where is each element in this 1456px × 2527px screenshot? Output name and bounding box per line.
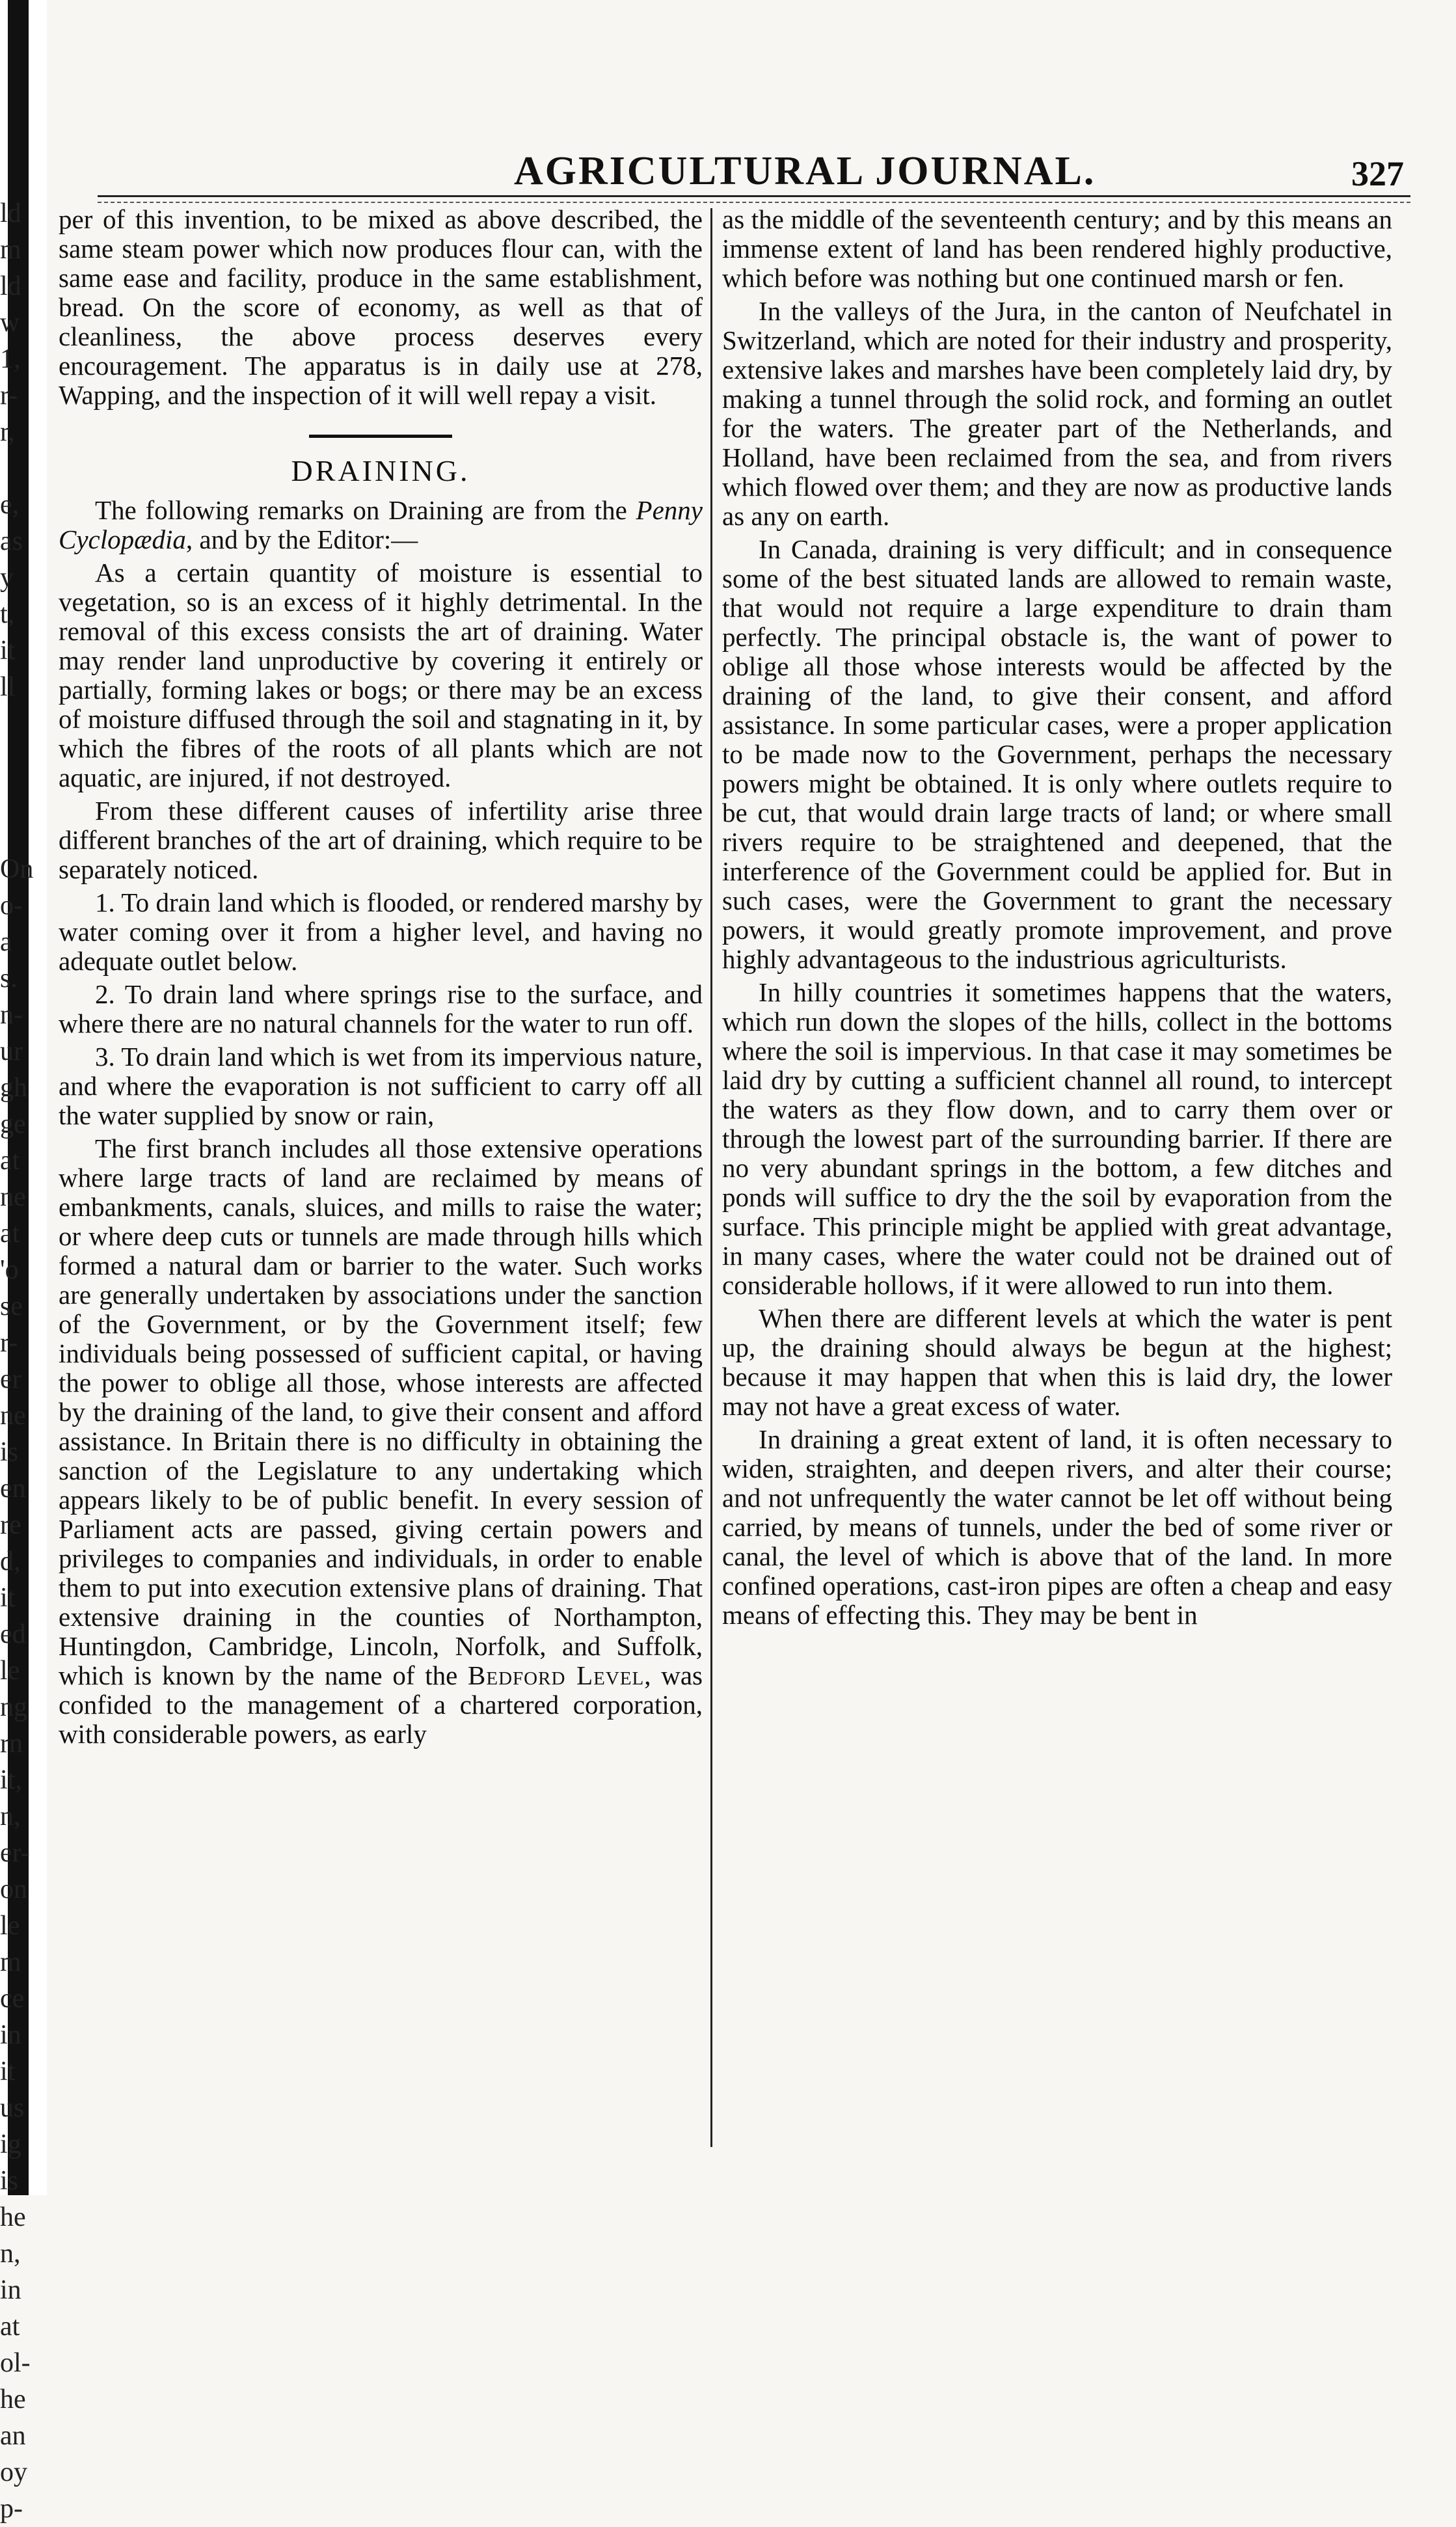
gutter-fragment: ig — [0, 2129, 21, 2159]
section-title: DRAINING. — [291, 454, 470, 487]
gutter-fragment: r- — [0, 1328, 18, 1358]
gutter-fragment: n, — [0, 2239, 21, 2269]
section-rule — [309, 435, 452, 438]
gutter-fragment: ge — [0, 1109, 26, 1139]
header-rule — [98, 195, 1410, 197]
header-rule-dashed — [98, 202, 1410, 203]
gutter-fragment: as — [0, 526, 23, 556]
gutter-fragment: er- — [0, 1838, 30, 1868]
gutter-fragment: ce — [0, 1984, 25, 2014]
gutter-fragment: ne — [0, 1182, 26, 1212]
gutter-fragment: t, — [0, 599, 15, 629]
gutter-fragment: w — [0, 308, 20, 338]
gutter-fragment: 'o — [0, 1255, 19, 1285]
gutter-fragment: is — [0, 2166, 19, 2196]
gutter-fragment: r- — [0, 381, 18, 411]
gutter-fragment: rn — [0, 1729, 23, 1759]
gutter-fragment: ol- — [0, 2348, 31, 2378]
running-title: AGRICULTURAL JOURNAL. — [514, 149, 1096, 193]
gutter-fragment: m — [0, 235, 21, 265]
gutter-fragment: y — [0, 563, 14, 593]
gutter-fragment: le — [0, 1656, 20, 1686]
list-item: 3. To drain land which is wet from its impervious nature, and where the evaporation is not sufficient to carry off all the water supplied by snow or rain, — [59, 1042, 703, 1130]
adjacent-page-fragments — [0, 195, 34, 2527]
source-note-suffix: , and by the Editor:— — [185, 524, 418, 554]
page-header — [98, 137, 1410, 195]
gutter-fragment: se — [0, 1291, 23, 1321]
gutter-fragment: us — [0, 2093, 25, 2123]
gutter-fragment: ur — [0, 1036, 23, 1066]
gutter-fragment: s. — [0, 964, 18, 993]
page-number: 327 — [1351, 154, 1404, 193]
gutter-fragment: 1, — [0, 344, 21, 374]
gutter-fragment: re — [0, 1510, 21, 1540]
gutter-fragment: at — [0, 1219, 20, 1249]
gutter-fragment: an — [0, 2421, 26, 2451]
gutter-fragment: On — [0, 854, 34, 884]
paragraph-text: The first branch includes all those extensive operations where large tracts of land are reclaimed by means of embankments, canals, sluices, and mills to raise the water; or where deep cuts or tunnels are made through hills which formed a natural dam or barrier to the water. Such works are generally undertaken by associations under the sanction of the Government, or by the Government itself; few individuals being possessed of sufficient capital, or having the power to oblige all those, whose interests are affected by the draining of the land, to give their consent and afford assistance. In Britain there is no difficulty in obtaining the sanction of the Legislature to any undertaking which appears likely to be of public benefit. In every session of Parliament acts are passed, giving certain powers and privileges to companies and individuals, in order to enable them to put into execution extensive plans of draining. That extensive draining in the counties of Northampton, Huntingdon, Cambridge, Lincoln, Norfolk, and Suffolk, which is known by the name of the — [59, 1133, 703, 1690]
paragraph: In draining a great extent of land, it is often necessary to widen, straighten, and deepen rivers, and alter their course; and not unfrequently the water cannot be let off without being carried, by means of tunnels, under the bed of some river or canal, the level of which is above that of the land. In more confined operations, cast-iron pipes are often a cheap and easy means of effecting this. They may be bent in — [722, 1424, 1392, 1630]
paragraph: In hilly countries it sometimes happens that the waters, which run down the slopes of the hills, collect in the bottoms where the soil is impervious. In that case it may sometimes be laid dry by cutting a sufficient channel all round, to intercept the waters as they flow down, and to carry them over or through the lowest part of the surrounding barrier. If there are no very abundant springs in the bottom, a few ditches and ponds will suffice to dry the the soil by evaporation from the surface. This principle might be applied with great advantage, in many cases, where the water could not be drained out of considerable hollows, if it were allowed to run into them. — [722, 977, 1392, 1300]
paragraph — [59, 1134, 703, 1749]
gutter-spacer — [0, 705, 23, 742]
gutter-fragment: on — [0, 1874, 27, 1904]
paragraph: As a certain quantity of moisture is essential to vegetation, so is an excess of it highly detrimental. In the removal of this excess consists the art of draining. Water may render land unproductive by covering it entirely or partially, forming lakes or bogs; or there may be an excess of moisture diffused through the soil and stagnating in it, by which the fibres of the roots of all plants which are not aquatic, are injured, if not destroyed. — [59, 558, 703, 792]
gutter-fragment: oy — [0, 2457, 27, 2487]
gutter-fragment: ld — [0, 198, 21, 228]
gutter-fragment: it — [0, 636, 16, 666]
column-divider — [710, 208, 712, 2147]
gutter-fragment: m — [0, 1947, 21, 1977]
source-title: Penny Cyclopædia — [59, 495, 703, 554]
gutter-fragment: n- — [0, 1000, 23, 1030]
gutter-fragment: gh — [0, 1073, 27, 1103]
gutter-fragment: it — [0, 2057, 16, 2087]
gutter-fragment: er — [0, 1364, 21, 1394]
gutter-fragment: ne — [0, 1401, 26, 1431]
gutter-spacer — [0, 742, 23, 778]
gutter-fragment: ng — [0, 1692, 27, 1722]
paragraph: per of this invention, to be mixed as above described, the same steam power which now produces flour can, with the same ease and facility, produce in the same establishment, bread. On the score of economy, as well as that of cleanliness, the above process deserves every encouragement. The apparatus is in daily use at 278, Wapping, and the inspection of it will well repay a visit. — [59, 204, 703, 410]
gutter-fragment: le — [0, 1911, 20, 1941]
gutter-fragment: he — [0, 2385, 26, 2414]
gutter-spacer — [0, 778, 23, 815]
gutter-fragment — [0, 450, 23, 487]
gutter-fragment: o- — [0, 891, 23, 921]
source-note — [59, 496, 703, 554]
gutter-fragment: it, — [0, 1765, 22, 1795]
gutter-fragment: in — [0, 2275, 21, 2305]
gutter-fragment: at — [0, 2312, 20, 2342]
gutter-fragment: r, — [0, 417, 15, 447]
left-column — [59, 205, 703, 1753]
paragraph: In Canada, draining is very difficult; and in consequence some of the best situated lands are allowed to remain waste, that would not require a large expenditure to drain tham perfectly. The principal obstacle is, the want of power to oblige all those whose interests would be affected by the draining of the land, to give their consent, and afford assistance. In some particular cases, were a proper application to be made now to the Government, perhaps the necessary powers might be obtained. It is only where outlets require to be cut, that would drain large tracts of land; or where small rivers require to be straightened and deepened, that the interference of the Government could be applied for. But in such cases, were the Government to grant the necessary powers, it would greatly promote improvement, and prove highly advantageous to the industrious agriculturists. — [722, 534, 1392, 974]
gutter-fragment: en — [0, 1474, 26, 1504]
paragraph-text-end: , was confided to the management of a chartered corporation, with considerable powers, as early — [59, 1660, 703, 1749]
right-column — [722, 205, 1392, 1634]
gutter-fragment: is — [0, 1437, 19, 1467]
gutter-fragment: in — [0, 2020, 21, 2050]
gutter-fragment: p- — [0, 2494, 23, 2524]
gutter-fragment: he — [0, 2202, 26, 2232]
gutter-fragment: n, — [0, 1802, 21, 1831]
gutter-fragment: d, — [0, 1547, 21, 1576]
paragraph: When there are different levels at which the water is pent up, the draining should always be begun at the highest; because it may happen that when this is laid dry, the lower may not have a great excess of water. — [722, 1303, 1392, 1421]
list-item: 1. To drain land which is flooded, or rendered marshy by water coming over it from a higher level, and having no adequate outlet below. — [59, 887, 703, 976]
gutter-fragment: ld — [0, 271, 21, 301]
paragraph: From these different causes of infertility arise three different branches of the art of draining, which require to be separately noticed. — [59, 796, 703, 884]
gutter-fragment: e, — [0, 490, 20, 520]
gutter-fragment: ll — [0, 672, 16, 702]
gutter-fragment: ed — [0, 1619, 26, 1649]
gutter-fragment: a — [0, 927, 12, 957]
source-note-prefix: The following remarks on Draining are from the — [95, 495, 636, 525]
gutter-spacer — [0, 815, 23, 851]
gutter-fragment: it — [0, 1583, 16, 1613]
list-item: 2. To drain land where springs rise to the surface, and where there are no natural channels for the water to run off. — [59, 979, 703, 1038]
paragraph: In the valleys of the Jura, in the canton of Neufchatel in Switzerland, which are noted for their industry and prosperity, extensive lakes and marshes have been completely laid dry, by making a tunnel through the solid rock, and forming an outlet for the waters. The greater part of the Netherlands, and Holland, have been reclaimed from the sea, and from rivers which flowed over them; and they are now as productive lands as any on earth. — [722, 296, 1392, 531]
bedford-level: Bedford Level — [468, 1660, 645, 1690]
paragraph: as the middle of the seventeenth century; and by this means an immense extent of land has been rendered highly productive, which before was nothing but one continued marsh or fen. — [722, 204, 1392, 293]
gutter-fragment: at — [0, 1146, 20, 1176]
